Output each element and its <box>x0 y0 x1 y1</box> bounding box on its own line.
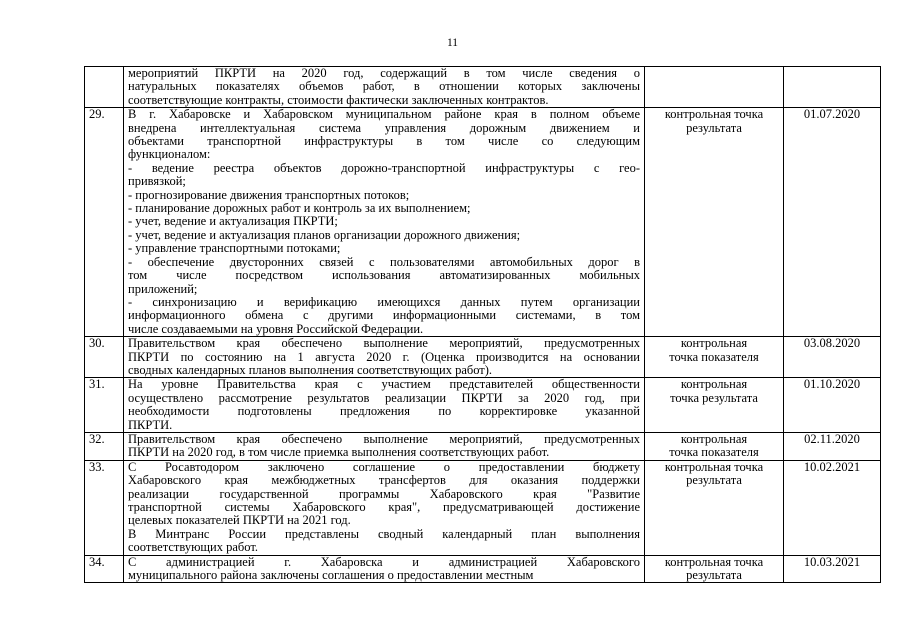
description-line: соответствующих работ. <box>128 540 258 555</box>
table-row <box>85 555 881 583</box>
description-line: привязкой; <box>128 174 186 189</box>
row-number: 31. <box>85 378 124 433</box>
description-line: ПКРТИ. <box>128 417 173 432</box>
description-line: объектами транспортной инфраструктуры в том числе со следующим <box>128 134 640 149</box>
control-point-type: контрольная точка результата <box>645 555 784 583</box>
event-description <box>124 67 645 108</box>
description-line: натуральных показателях объемов работ, в отношении которых заключены <box>128 79 640 94</box>
description-line: - синхронизацию и верификацию имеющихся данных путем организации <box>128 294 640 309</box>
control-date <box>784 67 881 108</box>
event-description <box>124 337 645 378</box>
event-description <box>124 432 645 460</box>
control-date: 01.07.2020 <box>784 108 881 337</box>
description-line: Хабаровского края межбюджетных трансфертов для оказания поддержки <box>128 473 640 488</box>
event-description <box>124 555 645 583</box>
description-line: - прогнозирование движения транспортных потоков; <box>128 187 410 202</box>
control-date: 10.02.2021 <box>784 460 881 555</box>
description-line: внедрена интеллектуальная система управления дорожным движением и <box>128 120 640 135</box>
description-line: - планирование дорожных работ и контроль за их выполнением; <box>128 201 471 216</box>
description-line: На уровне Правительства края с участием представителей общественности <box>128 377 640 392</box>
control-points-table <box>84 66 881 583</box>
control-point-type: контрольная точка результата <box>645 378 784 433</box>
description-line: ПКРТИ на 2020 год, в том числе приемка выполнения соответствующих работ. <box>128 445 550 460</box>
row-number: 32. <box>85 432 124 460</box>
description-line: - обеспечение двусторонних связей с пользователями автомобильных дорог в <box>128 254 640 269</box>
event-description <box>124 108 645 337</box>
table-row <box>85 432 881 460</box>
table-row <box>85 378 881 433</box>
description-line: необходимости подготовлены предложения по корректировке указанной <box>128 404 640 419</box>
description-line: информационного обмена с другими информационными системами, в том <box>128 308 640 323</box>
description-line: С Росавтодором заключено соглашение о предоставлении бюджету <box>128 459 640 474</box>
control-point-type <box>645 67 784 108</box>
table-row <box>85 67 881 108</box>
description-line: реализации государственной программы Хабаровского края "Развитие <box>128 486 640 501</box>
description-line: Правительством края обеспечено выполнение мероприятий, предусмотренных <box>128 431 640 446</box>
table-body <box>85 67 881 583</box>
description-line: приложений; <box>128 281 198 296</box>
description-line: В Минтранс России представлены сводный календарный план выполнения <box>128 526 640 541</box>
row-number: 34. <box>85 555 124 583</box>
description-line: транспортной системы Хабаровского края", предусматривающей достижение <box>128 500 640 514</box>
control-point-type: контрольная точка результата <box>645 460 784 555</box>
control-date: 10.03.2021 <box>784 555 881 583</box>
description-line: соответствующие контракты, стоимости фактически заключенных контрактов. <box>128 92 549 107</box>
description-line: мероприятий ПКРТИ на 2020 год, содержащий в том числе сведения о <box>128 66 640 80</box>
control-point-type: контрольная точка результата <box>645 108 784 337</box>
description-line: Правительством края обеспечено выполнение мероприятий, предусмотренных <box>128 336 640 351</box>
event-description <box>124 460 645 555</box>
row-number: 30. <box>85 337 124 378</box>
description-line: целевых показателей ПКРТИ на 2021 год. <box>128 513 351 528</box>
control-point-type: контрольная точка показателя <box>645 337 784 378</box>
row-number <box>85 67 124 108</box>
description-line: - учет, ведение и актуализация планов организации дорожного движения; <box>128 227 521 242</box>
control-date: 01.10.2020 <box>784 378 881 433</box>
description-line: числе создаваемыми на уровня Российской Федерации. <box>128 321 424 336</box>
description-line: В г. Хабаровске и Хабаровском муниципальном районе края в полном объеме <box>128 107 640 122</box>
description-line: функционалом: <box>128 147 211 162</box>
page-number: 11 <box>446 37 459 49</box>
row-number: 33. <box>85 460 124 555</box>
description-line: ПКРТИ по состоянию на 1 августа 2020 г. (Оценка производится на основании <box>128 349 640 364</box>
table-row <box>85 108 881 337</box>
control-date: 03.08.2020 <box>784 337 881 378</box>
row-number: 29. <box>85 108 124 337</box>
description-line: осуществлено рассмотрение результатов реализации ПКРТИ за 2020 год, при <box>128 390 640 405</box>
event-description <box>124 378 645 433</box>
control-point-type: контрольная точка показателя <box>645 432 784 460</box>
description-line: муниципального района заключены соглашения о предоставлении местным <box>128 568 534 583</box>
description-line: том числе посредством использования автоматизированных мобильных <box>128 268 640 283</box>
description-line: - учет, ведение и актуализация ПКРТИ; <box>128 214 338 229</box>
control-date: 02.11.2020 <box>784 432 881 460</box>
description-line: С администрацией г. Хабаровска и администрацией Хабаровского <box>128 554 640 569</box>
description-line: - ведение реестра объектов дорожно-транспортной инфраструктуры с гео- <box>128 160 640 175</box>
table-row <box>85 337 881 378</box>
description-line: сводных календарных планов выполнения соответствующих работ). <box>128 362 493 377</box>
table-row <box>85 460 881 555</box>
description-line: - управление транспортными потоками; <box>128 241 341 256</box>
